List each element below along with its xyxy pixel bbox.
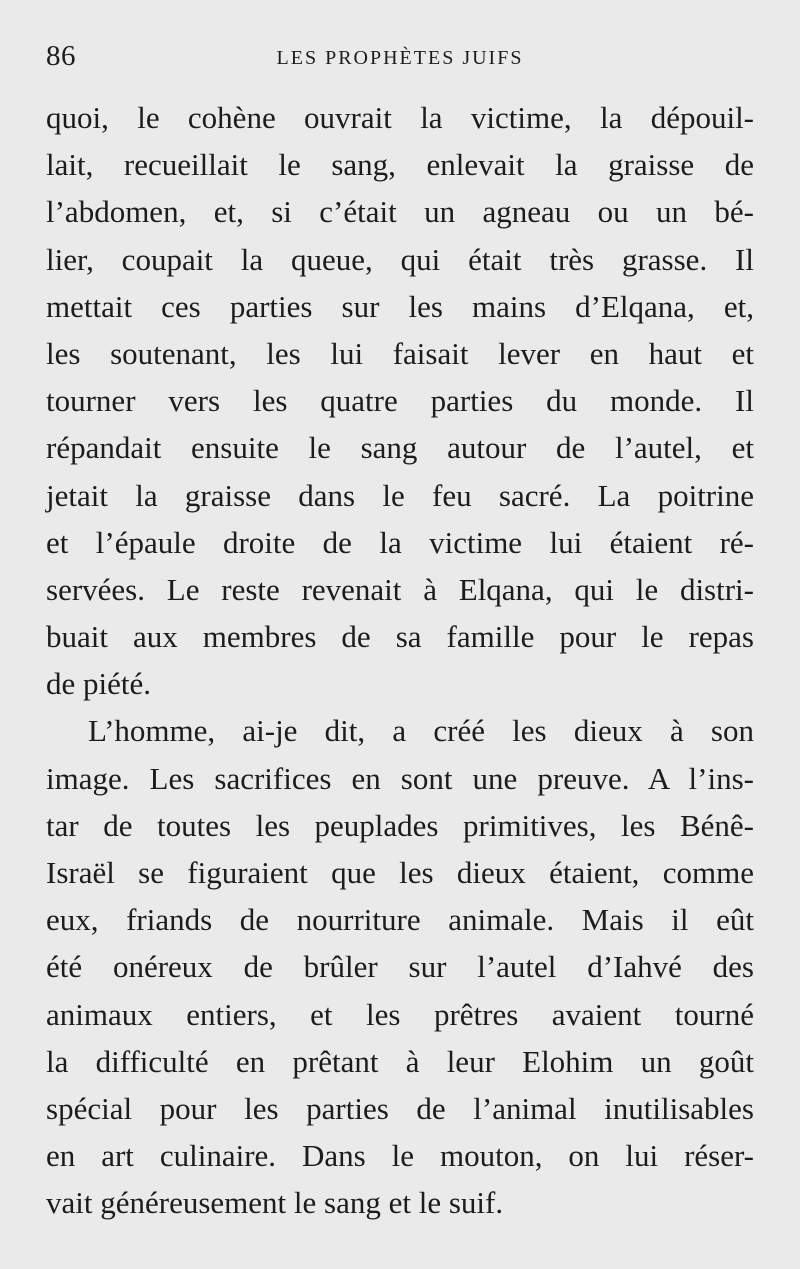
text-line: buait aux membres de sa famille pour le repas (46, 619, 754, 655)
text-line: mettait ces parties sur les mains d’Elqana, et, (46, 288, 754, 324)
text-line: été onéreux de brûler sur l’autel d’Iahvé des (46, 949, 754, 985)
running-head (46, 40, 754, 74)
page-number: 86 (46, 40, 76, 72)
text-line: vait généreusement le sang et le suif. (46, 1185, 504, 1221)
text-line: image. Les sacrifices en sont une preuve. A l’ins- (46, 760, 754, 796)
paragraph-1 (46, 94, 754, 707)
text-line: tar de toutes les peuplades primitives, les Bénê- (46, 807, 754, 843)
text-line: répandait ensuite le sang autour de l’autel, et (46, 430, 754, 466)
text-line: L’homme, ai-je dit, a créé les dieux à son (88, 713, 754, 749)
running-title: LES PROPHÈTES JUIFS (276, 47, 524, 69)
text-line: eux, friands de nourriture animale. Mais il eût (46, 902, 754, 938)
text-line: tourner vers les quatre parties du monde. Il (46, 383, 754, 419)
text-line: l’abdomen, et, si c’était un agneau ou un bé- (46, 194, 754, 230)
text-line: les soutenant, les lui faisait lever en haut et (46, 335, 754, 371)
text-line: lier, coupait la queue, qui était très grasse. Il (46, 241, 754, 277)
body-text (46, 94, 754, 1227)
text-line: jetait la graisse dans le feu sacré. La poitrine (46, 477, 754, 513)
text-line: et l’épaule droite de la victime lui étaient ré- (46, 524, 754, 560)
text-line: quoi, le cohène ouvrait la victime, la dépouil- (46, 100, 754, 135)
text-line: lait, recueillait le sang, enlevait la graisse de (46, 147, 754, 183)
text-line: de piété. (46, 666, 152, 702)
text-line: Israël se figuraient que les dieux étaient, comme (46, 855, 754, 890)
text-line: spécial pour les parties de l’animal inutilisables (46, 1090, 754, 1126)
text-line: servées. Le reste revenait à Elqana, qui le distri- (46, 571, 754, 607)
text-line: en art culinaire. Dans le mouton, on lui réser- (46, 1138, 754, 1174)
text-line: la difficulté en prêtant à leur Elohim un goût (46, 1043, 754, 1079)
paragraph-2 (46, 707, 754, 1226)
text-line: animaux entiers, et les prêtres avaient tourné (46, 996, 754, 1032)
